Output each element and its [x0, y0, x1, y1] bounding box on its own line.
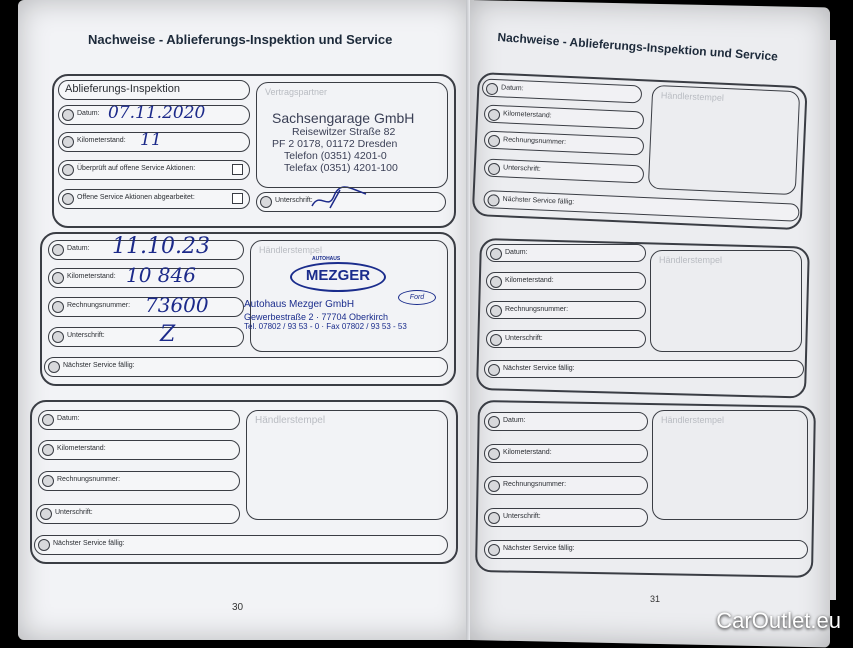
right2-date-field — [486, 244, 646, 262]
radio-icon — [488, 416, 500, 428]
field-label: Offene Service Aktionen abgearbeitet: — [77, 194, 195, 201]
checkbox-icon — [232, 193, 243, 204]
service1-signature-value: Z — [160, 322, 176, 347]
radio-icon — [490, 276, 502, 288]
left-page-title: Nachweise - Ablieferungs-Inspektion und Service — [88, 32, 393, 47]
service1-signature-field — [48, 327, 244, 347]
ford-logo: Ford — [398, 290, 436, 305]
service1-date-value: 11.10.23 — [112, 234, 210, 259]
field-label: Kilometerstand: — [502, 110, 552, 120]
radio-icon — [52, 331, 64, 343]
dealer-stamp-line: Autohaus Mezger GmbH — [244, 299, 355, 310]
field-label: Datum: — [57, 415, 80, 422]
service2-invoice-field — [38, 471, 240, 491]
service1-next-field — [44, 357, 448, 377]
delivery-header-field — [58, 80, 250, 100]
delivery-check1-field — [58, 160, 250, 180]
field-label: Rechnungsnummer: — [57, 476, 121, 483]
radio-icon — [488, 544, 500, 556]
signature-scribble — [310, 186, 370, 212]
delivery-header: Ablieferungs-Inspektion — [65, 83, 180, 95]
radio-icon — [490, 305, 502, 317]
right3-next-field — [484, 540, 808, 559]
stamp-label: Vertragspartner — [265, 87, 328, 97]
field-label: Unterschrift: — [505, 335, 543, 342]
stamp-label: Händlerstempel — [259, 245, 323, 255]
mezger-logo: MEZGER — [290, 262, 386, 292]
stamp-line: Reisewitzer Straße 82 — [292, 126, 396, 138]
service1-invoice-value: 73600 — [145, 293, 209, 317]
radio-icon — [488, 512, 500, 524]
field-label: Datum: — [505, 249, 528, 256]
dealer-stamp-line: Gewerbestraße 2 · 77704 Oberkirch — [244, 312, 389, 322]
radio-icon — [40, 508, 52, 520]
field-label: Nächster Service fällig: — [63, 362, 135, 369]
right3-signature-field — [484, 508, 648, 527]
checkbox-icon — [232, 164, 243, 175]
right1-stamp-box — [648, 85, 800, 195]
service1-km-value: 10 846 — [126, 263, 196, 287]
stamp-line: Telefon (0351) 4201-0 — [284, 150, 387, 162]
field-label: Nächster Service fällig: — [502, 195, 575, 206]
field-label: Unterschrift: — [503, 513, 541, 520]
stamp-line: Telefax (0351) 4201-100 — [284, 162, 398, 174]
field-label: Rechnungsnummer: — [503, 481, 567, 488]
radio-icon — [488, 480, 500, 492]
field-label: Rechnungsnummer: — [502, 136, 567, 147]
field-label: Datum: — [503, 417, 526, 424]
radio-icon — [42, 475, 54, 487]
field-label: Rechnungsnummer: — [505, 306, 569, 313]
service2-next-field — [34, 535, 448, 555]
page-stack-edge — [830, 40, 836, 600]
field-label: Nächster Service fällig: — [53, 540, 125, 547]
right3-km-field — [484, 444, 648, 463]
radio-icon — [490, 334, 502, 346]
radio-icon — [62, 109, 74, 121]
page-number-right: 31 — [650, 594, 661, 604]
delivery-check2-field — [58, 189, 250, 209]
right2-stamp-box — [650, 250, 802, 352]
field-label: Unterschrift: — [55, 509, 93, 516]
stamp-line: PF 2 0178, 01172 Dresden — [272, 138, 398, 150]
radio-icon — [488, 163, 501, 176]
right3-invoice-field — [484, 476, 648, 495]
field-label: Unterschrift: — [502, 164, 541, 173]
radio-icon — [42, 414, 54, 426]
right3-stamp-box — [652, 410, 808, 520]
radio-icon — [48, 361, 60, 373]
dealer-stamp-line: Tel. 07802 / 93 53 - 0 · Fax 07802 / 93 53 - 53 — [244, 322, 407, 331]
radio-icon — [62, 136, 74, 148]
field-label: Kilometerstand: — [77, 137, 126, 144]
delivery-km-value: 11 — [140, 130, 162, 150]
radio-icon — [260, 196, 272, 208]
radio-icon — [52, 244, 64, 256]
field-label: Datum: — [67, 245, 90, 252]
field-label: Überprüft auf offene Service Aktionen: — [77, 165, 196, 172]
radio-icon — [52, 272, 64, 284]
service2-km-field — [38, 440, 240, 460]
right2-invoice-field — [486, 301, 646, 319]
field-label: Rechnungsnummer: — [67, 302, 131, 309]
page-number-left: 30 — [232, 602, 244, 613]
radio-icon — [490, 248, 502, 260]
field-label: Kilometerstand: — [57, 445, 106, 452]
radio-icon — [488, 364, 500, 376]
radio-icon — [486, 83, 499, 96]
stamp-label: Händlerstempel — [660, 90, 725, 103]
service2-signature-field — [36, 504, 240, 524]
field-label: Kilometerstand: — [67, 273, 116, 280]
right3-date-field — [484, 412, 648, 431]
radio-icon — [488, 109, 501, 122]
stamp-line: Sachsengarage GmbH — [272, 110, 415, 126]
right-page-title: Nachweise - Ablieferungs-Inspektion und Service — [497, 30, 779, 64]
radio-icon — [62, 193, 74, 205]
radio-icon — [488, 448, 500, 460]
field-label: Unterschrift: — [67, 332, 105, 339]
delivery-date-value: 07.11.2020 — [108, 103, 206, 123]
stamp-label: Händlerstempel — [255, 415, 326, 426]
radio-icon — [487, 194, 500, 207]
right2-next-field — [484, 360, 804, 378]
radio-icon — [52, 301, 64, 313]
field-label: Unterschrift: — [275, 197, 313, 204]
field-label: Datum: — [500, 84, 524, 93]
field-label: Kilometerstand: — [503, 449, 552, 456]
stamp-label: Händlerstempel — [661, 415, 725, 425]
radio-icon — [38, 539, 50, 551]
service2-stamp-box — [246, 410, 448, 520]
field-label: Kilometerstand: — [505, 277, 554, 284]
watermark-logo: CarOutlet.eu — [716, 608, 841, 633]
right2-signature-field — [486, 330, 646, 348]
mezger-logo-small: AUTOHAUS — [312, 256, 341, 262]
radio-icon — [488, 135, 501, 148]
stamp-label: Händlerstempel — [659, 255, 723, 265]
radio-icon — [62, 164, 74, 176]
service2-date-field — [38, 410, 240, 430]
radio-icon — [42, 444, 54, 456]
right2-km-field — [486, 272, 646, 290]
field-label: Nächster Service fällig: — [503, 365, 575, 372]
field-label: Datum: — [77, 110, 100, 117]
field-label: Nächster Service fällig: — [503, 545, 575, 552]
